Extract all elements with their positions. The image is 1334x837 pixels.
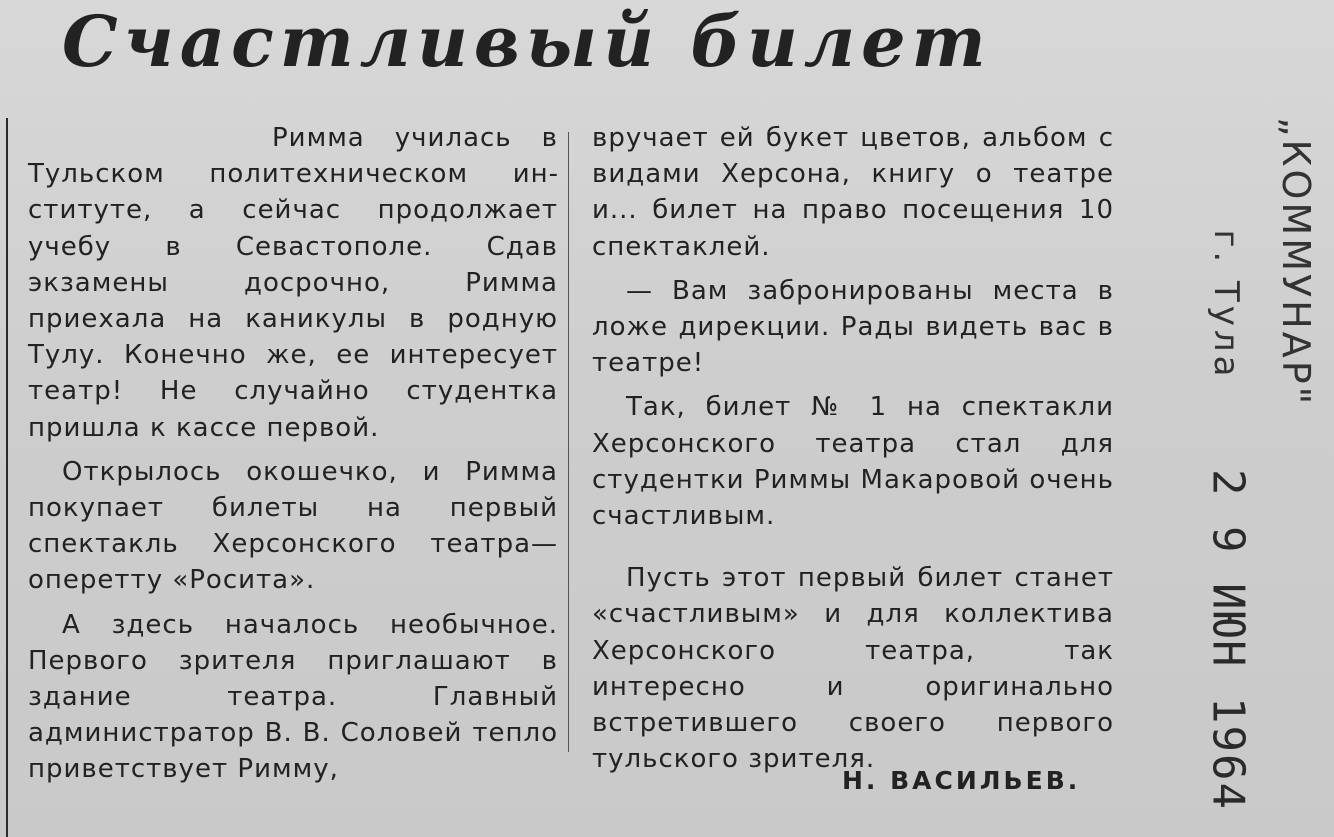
stamp-newspaper-name: „КОММУНАР"	[1274, 116, 1318, 408]
article-headline: Счастливый билет	[62, 0, 992, 83]
paragraph-right-3: Так, билет № 1 на спектакли Херсонского театра стал для студентки Риммы Макаровой очень счастливым.	[592, 392, 1114, 532]
stamp-date: 2 9 ИЮН 1964	[1202, 469, 1254, 811]
paragraph-right-4: Пусть этот первый билет станет «счастливым» и для коллектива Херсонского театра, так интересно и оригинально встретившего своего первого тульского зрителя.	[592, 563, 1114, 775]
paragraph-left-3: А здесь началось необычное. Первого зрителя приглашают в здание театра. Главный администратор В. В. Соловей тепло приветствует Римму,	[28, 609, 558, 785]
paragraph-left-1: Римма училась в Тульском политехническом институте, а сейчас продолжает учебу в Севастополе. Сдав экзамены досрочно, Римма приехала на каникулы в родную Тулу. Конечно же, ее интересует театр! Не случайно студентка пришла к кассе первой.	[28, 123, 558, 443]
paragraph-left-2: Открылось окошечко, и Римма покупает билеты на первый спектакль Херсонского театра—оперетту «Росита».	[28, 456, 558, 596]
paragraph-right-2: — Вам забронированы места в ложе дирекции. Рады видеть вас в театре!	[592, 275, 1114, 379]
paragraph-right-1: вручает ей букет цветов, альбом с видами Херсона, книгу о театре и... билет на право посещения 10 спектаклей.	[592, 123, 1114, 262]
article-left-column	[28, 120, 558, 788]
article-signature: Н. ВАСИЛЬЕВ.	[842, 766, 1081, 795]
column-divider	[568, 132, 569, 752]
left-column-rule	[6, 118, 8, 837]
article-right-column	[592, 120, 1114, 777]
stamp-city: г. Тула	[1206, 229, 1246, 381]
